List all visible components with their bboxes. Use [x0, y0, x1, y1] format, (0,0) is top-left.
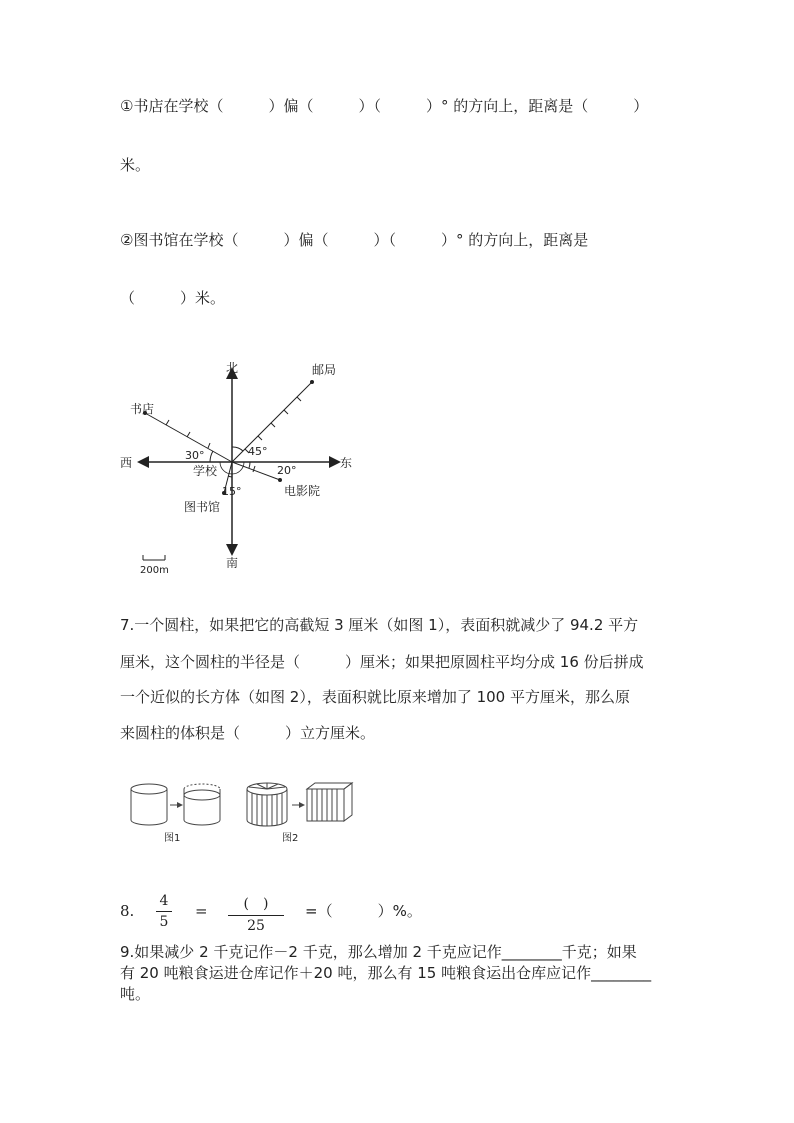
fig1-label: 图1	[164, 833, 181, 844]
q8-fraction-2-numerator: ( )	[243, 896, 269, 912]
q8-number: 8.	[120, 902, 135, 920]
q7-line-3: 一个近似的长方体（如图 2），表面积就比原来增加了 100 平方厘米，那么原	[120, 688, 630, 706]
angle-bookstore-label: 30°	[185, 449, 205, 462]
post-office-point	[310, 380, 314, 384]
scale-label: 200m	[140, 565, 169, 576]
library-label: 图书馆	[184, 500, 221, 514]
angle-library-label: 15°	[222, 485, 242, 498]
q8-tail: =（ ）%。	[305, 902, 422, 920]
q8-fraction-1-numerator: 4	[159, 893, 169, 909]
q9-line-2: 有 20 吨粮食运进仓库记作＋20 吨，那么有 15 吨粮食运出仓库应记作________	[120, 964, 652, 982]
bookstore-label: 书店	[130, 402, 155, 416]
q8-fraction-1	[156, 893, 172, 930]
east-label: 东	[340, 456, 353, 470]
cinema-label: 电影院	[284, 484, 321, 498]
q8-fraction-2-denominator: 25	[247, 918, 265, 934]
compass-diagram	[110, 355, 370, 580]
q7-line-2: 厘米，这个圆柱的半径是（ ）厘米；如果把原圆柱平均分成 16 份后拼成	[120, 653, 644, 671]
angle-cinema-label: 20°	[277, 464, 297, 477]
post-office-ray	[232, 382, 312, 462]
fig1-cylinder-cut	[184, 784, 220, 825]
q7-line-4: 来圆柱的体积是（ ）立方厘米。	[120, 724, 376, 742]
q8-fraction-2	[228, 893, 284, 934]
angle-post-label: 45°	[248, 445, 268, 458]
q9-line-3: 吨。	[120, 985, 151, 1003]
cinema-point	[278, 478, 282, 482]
south-label: 南	[226, 556, 239, 570]
fig2-label: 图2	[282, 833, 299, 844]
q6-line-4: （ ）米。	[120, 289, 226, 307]
q6-line-2: 米。	[120, 156, 151, 174]
fig2-cylinder-segmented	[247, 783, 287, 826]
q9-line-1: 9.如果减少 2 千克记作－2 千克，那么增加 2 千克应记作________千克；如果	[120, 943, 637, 961]
q6-line-3: ②图书馆在学校（ ）偏（ ）（ ）° 的方向上，距离是	[120, 231, 589, 249]
fig2-cuboid	[307, 783, 352, 821]
post-office-label: 邮局	[312, 363, 337, 377]
fig1-cylinder-full	[131, 784, 167, 825]
west-label: 西	[120, 456, 133, 470]
school-label: 学校	[193, 464, 218, 478]
cinema-ray	[232, 462, 280, 480]
q8-fraction-1-denominator: 5	[159, 914, 169, 930]
q7-line-1: 7.一个圆柱，如果把它的高截短 3 厘米（如图 1），表面积就减少了 94.2 平方	[120, 616, 639, 634]
cylinder-figures	[122, 775, 362, 850]
q6-line-1: ①书店在学校（ ）偏（ ）（ ）° 的方向上，距离是（ ）	[120, 97, 649, 115]
north-label: 北	[226, 361, 239, 375]
q8-equals: =	[195, 902, 208, 920]
